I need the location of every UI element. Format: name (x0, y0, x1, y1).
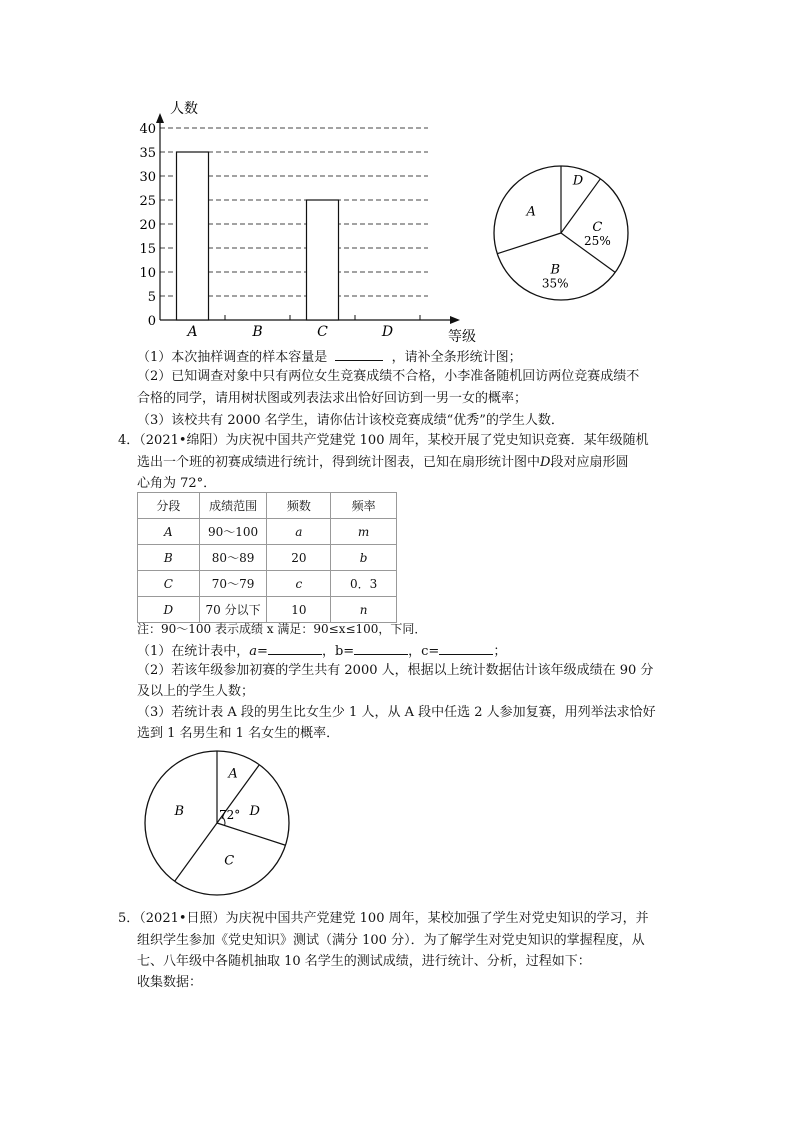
x-axis-label: 等级 (448, 329, 476, 345)
q4-sub1 (137, 640, 506, 662)
table-header-cell: 频率 (331, 493, 397, 519)
table-row (138, 519, 397, 545)
q3-sub2-line1: （2）已知调查对象中只有两位女生竞赛成绩不合格，小李准备随机回访两位竞赛成绩不 (137, 369, 640, 384)
q5-line1: 5．（2021•日照）为庆祝中国共产党建党 100 周年，某校加强了学生对党史知识的学习，并 (118, 911, 649, 926)
pie-label-B: B (550, 262, 561, 278)
table-header-cell: 成绩范围 (199, 493, 267, 519)
answer-blank (268, 640, 322, 655)
pie-label-D: D (572, 173, 584, 189)
table-cell: 0．3 (331, 571, 397, 597)
x-tick-label: B (252, 324, 263, 340)
q4-line2 (137, 453, 628, 473)
table-row (138, 545, 397, 571)
table-cell: 10 (267, 597, 331, 623)
pie-chart-segments (140, 746, 294, 900)
q5-line3: 七、八年级中各随机抽取 10 名学生的测试成绩，进行统计、分析，过程如下： (137, 954, 591, 969)
table-cell: 70 分以下 (199, 597, 267, 623)
answer-blank (354, 640, 408, 655)
q4-sub1-a: a= (249, 644, 268, 659)
bar-chart (130, 95, 480, 345)
q3-sub2-line2: 合格的同学，请用树状图或列表法求出恰好回访到一男一女的概率； (137, 391, 528, 406)
q4-sub3-line1: （3）若统计表 A 段的男生比女生少 1 人，从 A 段中任选 2 人参加复赛，用列举法求恰好 (137, 705, 656, 720)
q4-sub1-b: ，b= (321, 644, 355, 659)
q4-line3: 心角为 72°． (137, 476, 217, 491)
x-tick-label: D (381, 324, 394, 340)
y-tick-label: 5 (147, 290, 156, 305)
answer-blank (439, 640, 493, 655)
q4-sub1-text: （1）在统计表中， (137, 644, 250, 659)
q3-sub1-text: （1）本次抽样调查的样本容量是 (137, 350, 328, 365)
table-cell: A (138, 519, 200, 545)
q4-line1: 4．（2021•绵阳）为庆祝中国共产党建党 100 周年，某校开展了党史知识竞赛．某年级随机 (118, 433, 649, 448)
table-cell: c (267, 571, 331, 597)
q3-sub1 (137, 346, 522, 368)
table-cell: 70～79 (199, 571, 267, 597)
y-tick-label: 20 (139, 218, 156, 233)
pie-label-C: C (592, 220, 603, 236)
angle-label: 72° (219, 808, 241, 822)
pie-percent-B: 35% (541, 276, 569, 291)
y-tick-label: 25 (139, 194, 156, 209)
pie-label-A: A (228, 766, 238, 782)
pie-label-D: D (249, 803, 260, 819)
q5-line4: 收集数据： (137, 975, 203, 990)
table-cell: 20 (267, 545, 331, 571)
pie-chart-grades (488, 160, 634, 306)
table-cell: m (331, 519, 397, 545)
x-tick-label: C (317, 324, 328, 340)
y-tick-label: 0 (147, 314, 156, 329)
bar-C (307, 200, 339, 320)
table-cell: 80～89 (199, 545, 267, 571)
table-cell: b (331, 545, 397, 571)
y-tick-label: 15 (139, 242, 156, 257)
frequency-table (137, 492, 397, 623)
pie-label-C: C (224, 853, 235, 869)
table-cell: D (138, 597, 200, 623)
q4-sub2-line1: （2）若该年级参加初赛的学生共有 2000 人，根据以上统计数据估计该年级成绩在 90 分 (137, 663, 654, 678)
pie-percent-C: 25% (584, 234, 611, 249)
table-header-row (138, 493, 397, 519)
q4-sub1-end: ； (493, 644, 507, 659)
x-tick-label: A (187, 324, 198, 340)
q4-sub2-line2: 及以上的学生人数； (137, 684, 255, 699)
q3-sub3: （3）该校共有 2000 名学生，请你估计该校竞赛成绩“优秀”的学生人数． (137, 413, 564, 428)
y-tick-label: 40 (139, 122, 156, 137)
pie-label-B: B (174, 803, 185, 819)
y-axis-label: 人数 (170, 101, 198, 117)
table-cell: 90～100 (199, 519, 267, 545)
y-tick-label: 10 (139, 266, 156, 281)
y-tick-label: 35 (139, 146, 156, 161)
q4-line2-text: 选出一个班的初赛成绩进行统计，得到统计图表，已知在扇形统计图中 (137, 455, 541, 470)
table-cell: B (138, 545, 200, 571)
table-cell: a (267, 519, 331, 545)
q5-line2: 组织学生参加《党史知识》测试（满分 100 分）．为了解学生对党史知识的掌握程度，从 (137, 933, 645, 948)
table-header-cell: 频数 (267, 493, 331, 519)
y-tick-label: 30 (139, 170, 156, 185)
q4-note: 注：90～100 表示成绩 x 满足：90≤x≤100，下同． (137, 622, 427, 636)
q4-sub1-c: ，c= (408, 644, 440, 659)
q4-line2-var: D (540, 455, 551, 470)
x-axis-arrow (450, 316, 460, 324)
table-header-cell: 分段 (138, 493, 200, 519)
q4-sub3-line2: 选到 1 名男生和 1 名女生的概率． (137, 726, 340, 741)
q3-sub1-text-end: ，请补全条形统计图； (391, 350, 522, 365)
pie-label-A: A (526, 204, 536, 220)
table-cell: C (138, 571, 200, 597)
table-row (138, 571, 397, 597)
y-axis-arrow (156, 113, 164, 123)
bar-A (177, 152, 209, 320)
answer-blank (335, 346, 383, 361)
table-cell: n (331, 597, 397, 623)
q4-line2-text-end: 段对应扇形圆 (550, 455, 629, 470)
